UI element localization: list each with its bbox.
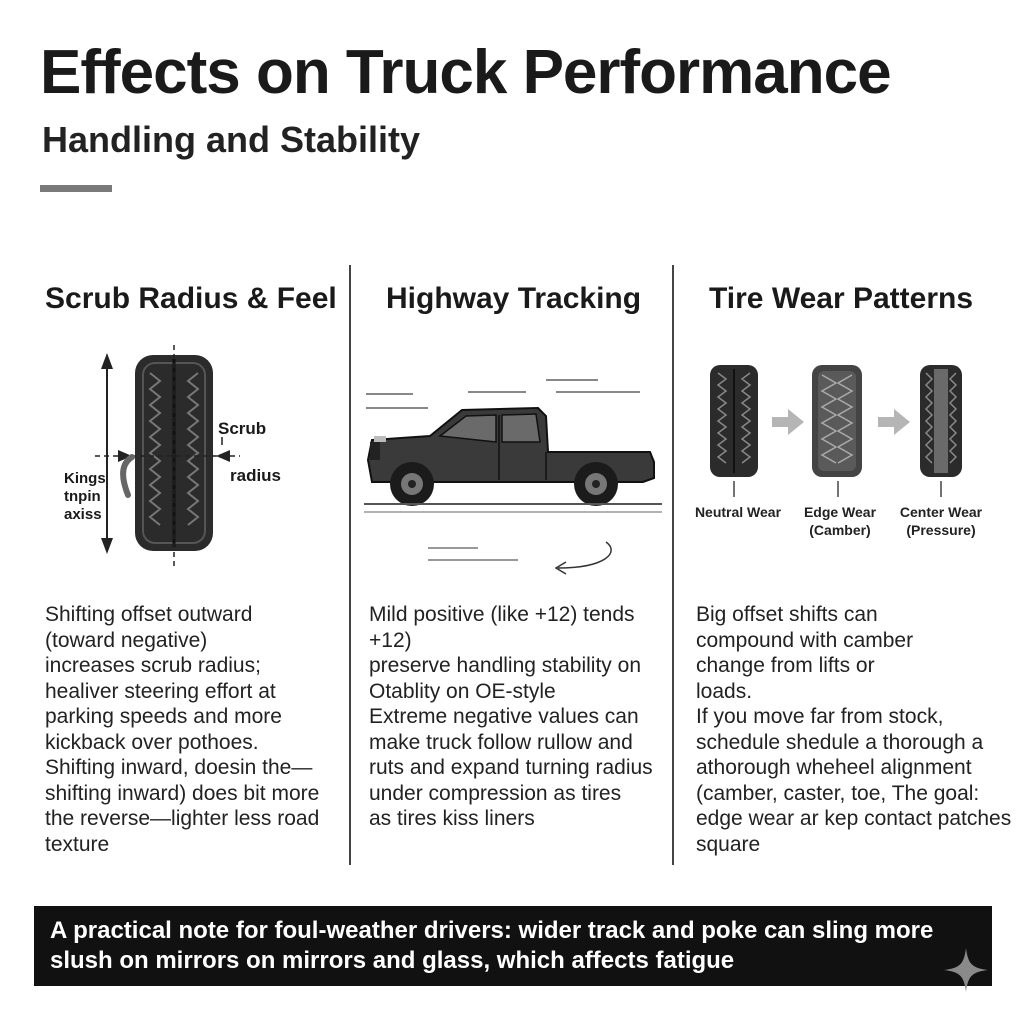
sparkle-icon (942, 946, 990, 994)
scrub-radius-heading: Scrub Radius & Feel (45, 282, 337, 315)
text-line: Big offset shifts can (696, 603, 878, 626)
text-line: Mild positive (like +12) tends (369, 603, 635, 626)
text-line: Shifting offset outward (45, 603, 253, 626)
text-line: under compression as tires (369, 781, 622, 805)
highway-tracking-heading: Highway Tracking (386, 282, 642, 315)
column-divider-2 (672, 265, 674, 865)
text-line: healiver steering effort at (45, 679, 276, 703)
neutral-wear-tire-icon (710, 365, 758, 477)
text-line: edge wear ar kep contact patches (696, 807, 1012, 830)
text-line: change from lifts or (696, 654, 875, 677)
text-line: If you move far from stock, (696, 705, 944, 728)
footer-line-1: A practical note for foul-weather drivers: wider track and poke can sling more (50, 917, 934, 944)
edge-wear-tire-icon (812, 365, 862, 477)
kingpin-label-2: tnpin (64, 488, 101, 505)
text-line: preserve handling stability on (369, 654, 641, 677)
pickup-truck-icon (368, 408, 654, 506)
truck-illustration (358, 370, 668, 580)
footer-note (34, 906, 992, 986)
center-wear-sublabel: (Pressure) (906, 522, 976, 538)
text-line: Shifting inward, doesin the— (45, 756, 313, 779)
scrub-label: Scrub (218, 419, 267, 438)
page-subtitle: Handling and Stability (42, 119, 421, 160)
text-line: (toward negative) (45, 628, 208, 652)
edge-wear-label: Edge Wear (803, 504, 877, 520)
text-line: compound with camber (696, 628, 914, 652)
footer-line-2: slush on mirrors on mirrors and glass, which affects fatigue (50, 947, 735, 974)
text-line: increases scrub radius; (45, 654, 261, 677)
text-line: ruts and expand turning radius (369, 756, 653, 779)
text-line: texture (45, 832, 110, 856)
kingpin-label-1: Kings (64, 470, 106, 487)
text-line: Extreme negative values can (369, 705, 639, 728)
kingpin-label-3: axiss (64, 506, 102, 523)
center-wear-tire-icon (920, 365, 962, 477)
text-line: loads. (696, 679, 753, 703)
tire-wear-diagram (688, 355, 1008, 545)
text-line: Otablity on OE-style (369, 679, 556, 703)
tire-wear-text (696, 602, 1011, 857)
edge-wear-sublabel: (Camber) (809, 522, 871, 538)
neutral-wear-label: Neutral Wear (694, 504, 782, 520)
accent-bar (40, 185, 112, 192)
page-title: Effects on Truck Performance (40, 38, 891, 107)
text-line: kickback over pothoes. (45, 730, 259, 754)
right-arrow-icon (772, 409, 804, 435)
text-line: shifting inward) does bit more (45, 781, 320, 805)
right-arrow-icon (878, 409, 910, 435)
text-line: schedule shedule a thorough a (696, 730, 984, 754)
text-line: (camber, caster, toe, The goal: (696, 781, 980, 805)
text-line: the reverse—lighter less road (45, 807, 320, 830)
column-divider-1 (349, 265, 351, 865)
scrub-radius-text (45, 602, 319, 857)
tire-wear-heading: Tire Wear Patterns (709, 282, 974, 315)
scrub-radius-diagram (40, 345, 330, 575)
text-line: +12) (369, 628, 412, 652)
center-wear-label: Center Wear (899, 504, 983, 520)
radius-label: radius (230, 466, 282, 485)
text-line: parking speeds and more (45, 705, 282, 728)
highway-tracking-text (369, 602, 653, 832)
text-line: athorough wheheel alignment (696, 756, 972, 779)
text-line: make truck follow rullow and (369, 730, 633, 754)
text-line: square (696, 832, 761, 856)
text-line: as tires kiss liners (369, 807, 535, 830)
